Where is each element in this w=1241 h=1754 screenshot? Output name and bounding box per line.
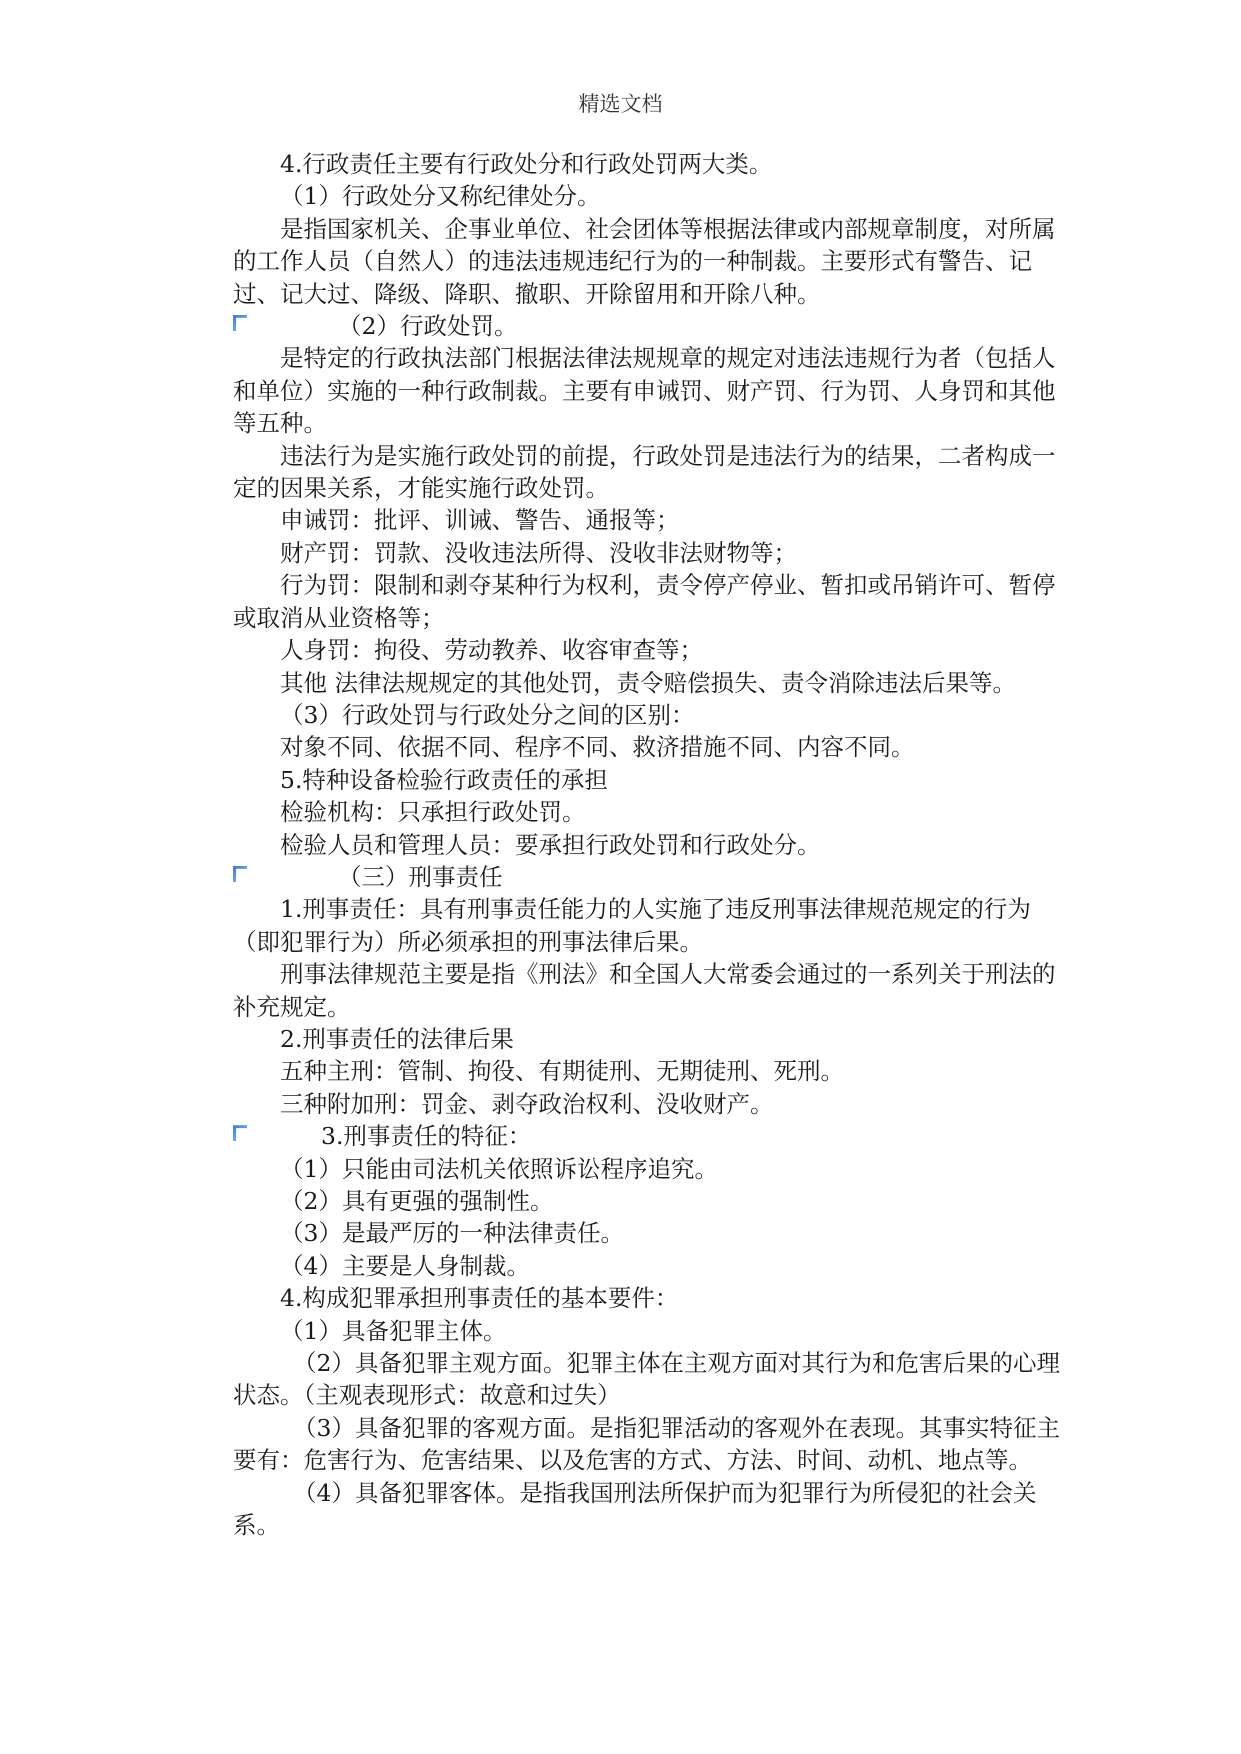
paragraph: 4.构成犯罪承担刑事责任的基本要件： — [280, 1284, 679, 1313]
paragraph: 行为罚：限制和剥夺某种行为权利，责令停产停业、暂扣或吊销许可、暂停或取消从业资格等； — [233, 571, 1056, 632]
paragraph: （2）具备犯罪主观方面。犯罪主体在主观方面对其行为和危害后果的心理状态。（主观表现形式：故意和过失） — [233, 1349, 1060, 1410]
paragraph: 申诫罚：批评、训诫、警告、通报等； — [280, 506, 680, 535]
paragraph: 检验机构：只承担行政处罚。 — [280, 798, 586, 827]
paragraph: 其他 法律法规规定的其他处罚，责令赔偿损失、责令消除违法后果等。 — [280, 668, 1016, 697]
marked-heading — [233, 861, 1063, 893]
paragraph: （3）具备犯罪的客观方面。是指犯罪活动的客观外在表现。其事实特征主要有：危害行为、危害结果、以及危害的方式、方法、时间、动机、地点等。 — [233, 1413, 1060, 1475]
paragraph: 三种附加刑：罚金、剥夺政治权利、没收财产。 — [280, 1089, 774, 1118]
paragraph: （1）具备犯罪主体。 — [280, 1316, 507, 1345]
paragraph: 对象不同、依据不同、程序不同、救济措施不同、内容不同。 — [280, 733, 915, 762]
paragraph: （1）只能由司法机关依照诉讼程序追究。 — [280, 1154, 718, 1183]
paragraph: （3）是最严厉的一种法律责任。 — [280, 1219, 624, 1248]
paragraph: （4）主要是人身制裁。 — [280, 1251, 530, 1280]
paragraph: 违法行为是实施行政处罚的前提，行政处罚是违法行为的结果，二者构成一定的因果关系，才能实施行政处罚。 — [233, 441, 1056, 503]
paragraph: （1）行政处分又称纪律处分。 — [280, 182, 601, 211]
heading-text: （三）刑事责任 — [338, 862, 503, 891]
paragraph: 财产罚：罚款、没收违法所得、没收非法财物等； — [280, 538, 797, 567]
page-header-title: 精选文档 — [578, 92, 663, 116]
heading-text: （2）行政处罚。 — [338, 312, 518, 341]
heading-text: 3.刑事责任的特征： — [321, 1122, 532, 1151]
paragraph: 1.刑事责任：具有刑事责任能力的人实施了违反刑事法律规范规定的行为（即犯罪行为）所必须承担的刑事法律后果。 — [233, 895, 1031, 956]
paragraph: （2）具有更强的强制性。 — [280, 1187, 554, 1215]
paragraph: 检验人员和管理人员：要承担行政处罚和行政处分。 — [280, 830, 821, 859]
marked-heading — [233, 310, 1063, 342]
paragraph: 2.刑事责任的法律后果 — [280, 1024, 514, 1053]
paragraph: 刑事法律规范主要是指《刑法》和全国人大常委会通过的一系列关于刑法的补充规定。 — [233, 960, 1056, 1021]
paragraph: （3）行政处罚与行政处分之间的区别： — [280, 700, 695, 729]
marked-heading — [233, 1120, 1063, 1152]
paragraph: （4）具备犯罪客体。是指我国刑法所保护而为犯罪行为所侵犯的社会关系。 — [233, 1478, 1037, 1540]
paragraph: 是特定的行政执法部门根据法律法规规章的规定对违法违规行为者（包括人和单位）实施的一种行政制裁。主要有申诫罚、财产罚、行为罚、人身罚和其他等五种。 — [233, 344, 1056, 438]
paragraph: 4.行政责任主要有行政处分和行政处罚两大类。 — [280, 150, 773, 178]
paragraph: 五种主刑：管制、拘役、有期徒刑、无期徒刑、死刑。 — [280, 1057, 844, 1086]
paragraph: 人身罚：拘役、劳动教养、收容审查等； — [280, 636, 703, 665]
paragraph: 5.特种设备检验行政责任的承担 — [280, 765, 608, 794]
document-body — [233, 148, 1063, 1541]
paragraph: 是指国家机关、企事业单位、社会团体等根据法律或内部规章制度，对所属的工作人员（自然人）的违法违规违纪行为的一种制裁。主要形式有警告、记过、记大过、降级、降职、撤职、开除留用和开除八种。 — [233, 214, 1056, 308]
